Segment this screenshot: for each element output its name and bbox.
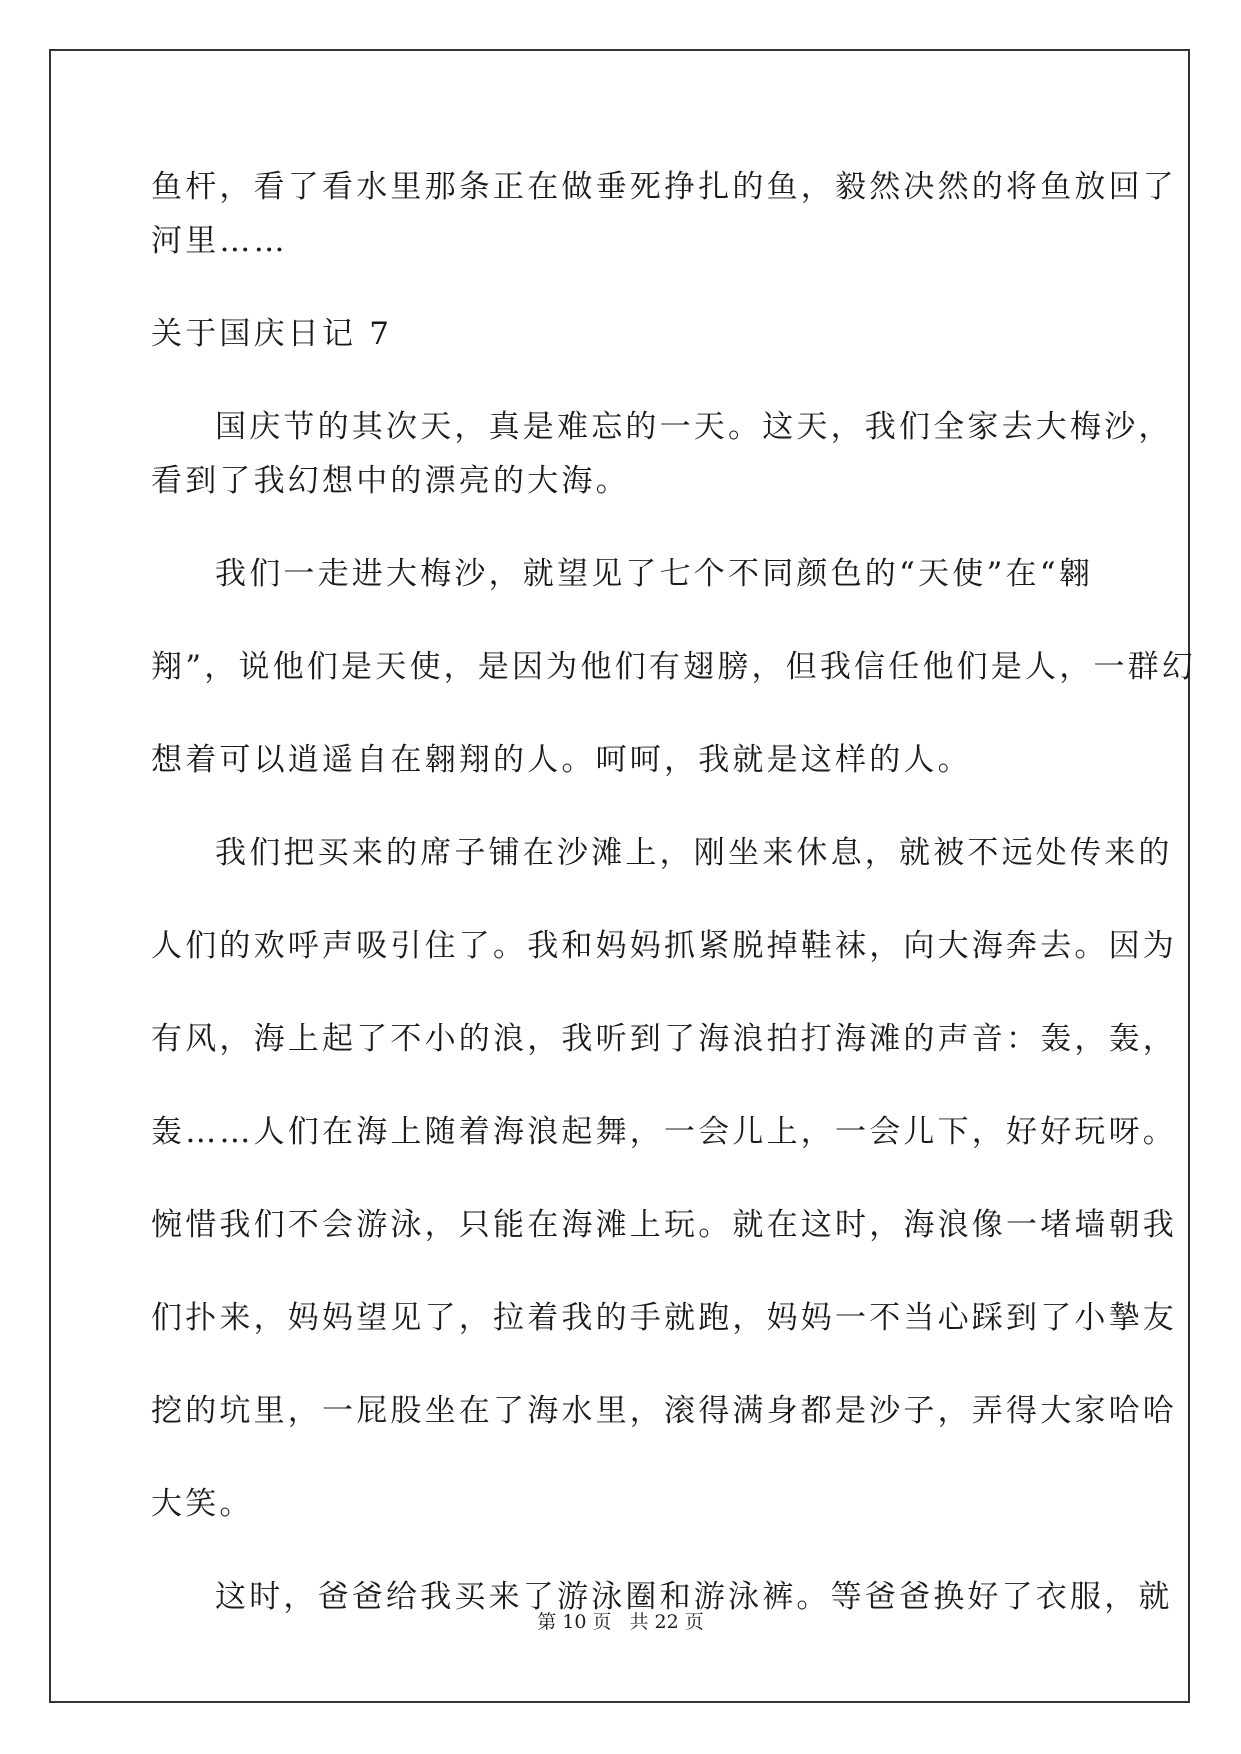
text-line: 人们的欢呼声吸引住了。我和妈妈抓紧脱掉鞋袜，向大海奔去。因为 bbox=[151, 928, 1177, 964]
text-line: 我们把买来的席子铺在沙滩上，刚坐来休息，就被不远处传来的 bbox=[215, 835, 1173, 871]
page-total: 共 22 页 bbox=[629, 1611, 704, 1633]
text-line: 挖的坑里，一屁股坐在了海水里，滚得满身都是沙子，弄得大家哈哈 bbox=[151, 1393, 1177, 1429]
text-line: 惋惜我们不会游泳，只能在海滩上玩。就在这时，海浪像一堵墙朝我 bbox=[151, 1207, 1177, 1243]
paragraph bbox=[151, 160, 1177, 268]
text-line: 们扑来，妈妈望见了，拉着我的手就跑，妈妈一不当心踩到了小摯友 bbox=[151, 1300, 1177, 1336]
text-line: 轰……人们在海上随着海浪起舞，一会儿上，一会儿下，好好玩呀。 bbox=[151, 1114, 1177, 1150]
text-line: 大笑。 bbox=[151, 1486, 254, 1522]
paragraph bbox=[151, 547, 1197, 787]
text-line: 翔”，说他们是天使，是因为他们有翅膀，但我信任他们是人，一群幻 bbox=[151, 649, 1197, 685]
text-line: 河里…… bbox=[151, 223, 288, 259]
section-heading bbox=[151, 307, 1091, 361]
paragraph bbox=[151, 400, 1173, 508]
text-line: 有风，海上起了不小的浪，我听到了海浪拍打海滩的声音：轰，轰， bbox=[151, 1021, 1177, 1057]
document-body bbox=[151, 160, 1197, 1624]
page-number: 第 10 页 bbox=[537, 1611, 612, 1633]
text-line: 这时，爸爸给我买来了游泳圈和游泳裤。等爸爸换好了衣服，就 bbox=[215, 1579, 1173, 1615]
text-line: 鱼杆，看了看水里那条正在做垂死挣扎的鱼，毅然决然的将鱼放回了 bbox=[151, 169, 1177, 205]
page-footer bbox=[0, 1610, 1241, 1634]
text-line: 想着可以逍遥自在翱翔的人。呵呵，我就是这样的人。 bbox=[151, 742, 972, 778]
text-line: 我们一走进大梅沙，就望见了七个不同颜色的“天使”在“翱 bbox=[215, 556, 1093, 592]
text-line: 看到了我幻想中的漂亮的大海。 bbox=[151, 463, 630, 499]
text-line: 国庆节的其次天，真是难忘的一天。这天，我们全家去大梅沙， bbox=[215, 409, 1173, 445]
paragraph bbox=[151, 826, 1177, 1531]
heading-text: 关于国庆日记 7 bbox=[151, 316, 393, 352]
